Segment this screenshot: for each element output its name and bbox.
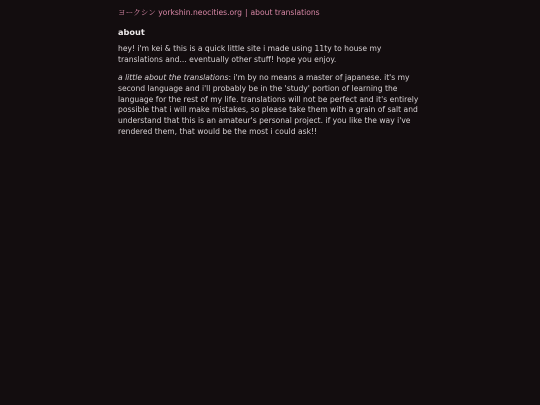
header-separator: | <box>244 8 248 17</box>
about-translations-link[interactable]: about translations <box>250 8 320 17</box>
page-content <box>118 8 422 145</box>
translations-lead: a little about the translations <box>118 73 229 82</box>
translations-paragraph <box>118 73 422 138</box>
page-title: about <box>118 26 145 37</box>
site-header <box>118 8 422 19</box>
intro-paragraph: hey! i'm kei & this is a quick little site i made using 11ty to house my translations and... eventually other stuff! hope you enjoy. <box>118 44 382 65</box>
site-home-link[interactable]: ヨークシン yorkshin.neocities.org <box>118 8 242 17</box>
translations-body: : i'm by no means a master of japanese. it's my second language and i'll probably be in the 'study' portion of learning the language for the rest of my life. translations will not be perfect and it's entirely possible that i will make mistakes, so please take them with a grain of salt and understand that this is an amateur's personal project. if you like the way i've rendered them, that would be the most i could ask!! <box>118 73 419 136</box>
